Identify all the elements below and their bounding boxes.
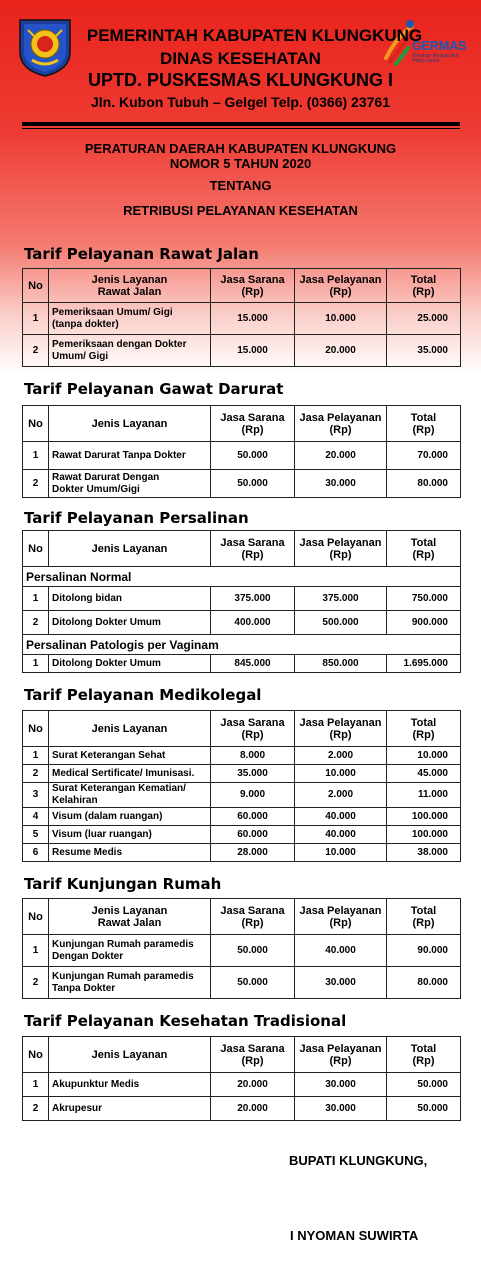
row-number: 5 [23, 826, 49, 844]
total-value: 1.695.000 [387, 655, 461, 673]
text-line: Surat Keterangan Kematian/ [52, 783, 186, 794]
row-number: 6 [23, 844, 49, 862]
jasa-pelayanan-value: 40.000 [295, 826, 387, 844]
table-row [23, 967, 461, 999]
column-header-jasa-sarana [211, 899, 295, 935]
regulation-line-4: RETRIBUSI PELAYANAN KESEHATAN [123, 203, 358, 218]
text-line: Kunjungan Rumah paramedis [52, 970, 194, 982]
table-header-row [23, 1037, 461, 1073]
column-header-jasa-sarana [211, 531, 295, 567]
service-name [49, 335, 211, 367]
signature-name: I NYOMAN SUWIRTA [290, 1228, 419, 1243]
table-row [23, 1097, 461, 1121]
text-line: (Rp) [412, 1054, 435, 1067]
jasa-pelayanan-value: 40.000 [295, 808, 387, 826]
text-line: Total [410, 411, 437, 424]
text-line: Jasa Pelayanan [299, 411, 382, 424]
text-line: Rawat Darurat Tanpa Dokter [52, 449, 186, 461]
text-line: Resume Medis [52, 846, 123, 858]
table-medikolegal [22, 710, 461, 862]
text-line: Akrupesur [52, 1102, 103, 1114]
text-line: Jenis Layanan [91, 904, 168, 917]
total-value: 11.000 [387, 783, 461, 808]
text-line: No [28, 910, 43, 923]
jasa-sarana-value: 50.000 [211, 935, 295, 967]
total-value: 50.000 [387, 1073, 461, 1097]
table-row [23, 935, 461, 967]
service-name [49, 303, 211, 335]
text-line: (Rp) [329, 1054, 352, 1067]
service-name [49, 967, 211, 999]
table-header-row [23, 406, 461, 442]
table-row [23, 783, 461, 808]
column-header-service [49, 1037, 211, 1073]
text-line: Rawat Darurat Dengan [52, 471, 160, 483]
text-line: Jenis Layanan [91, 417, 168, 430]
total-value: 70.000 [387, 442, 461, 470]
table-row [23, 808, 461, 826]
column-header-no [23, 531, 49, 567]
jasa-pelayanan-value: 2.000 [295, 747, 387, 765]
subsection-label: Persalinan Normal [23, 567, 461, 587]
text-line: (Rp) [329, 548, 352, 561]
jasa-sarana-value: 35.000 [211, 765, 295, 783]
text-line: (Rp) [241, 1054, 264, 1067]
text-line: Jasa Sarana [220, 904, 285, 917]
germas-tagline: Gerakan Masyarakat Hidup Sehat [412, 53, 459, 64]
column-header-jasa-pelayanan [295, 711, 387, 747]
service-name [49, 442, 211, 470]
text-line: Dokter Umum/Gigi [52, 483, 140, 495]
column-header-no [23, 406, 49, 442]
service-name [49, 826, 211, 844]
text-line: (Rp) [241, 423, 264, 436]
column-header-service [49, 531, 211, 567]
column-header-total [387, 711, 461, 747]
total-value: 90.000 [387, 935, 461, 967]
service-name [49, 747, 211, 765]
row-number: 4 [23, 808, 49, 826]
jasa-sarana-value: 50.000 [211, 442, 295, 470]
total-value: 100.000 [387, 826, 461, 844]
column-header-no [23, 1037, 49, 1073]
table-tradisional [22, 1036, 461, 1121]
text-line: Jasa Sarana [220, 411, 285, 424]
jasa-sarana-value: 20.000 [211, 1073, 295, 1097]
table-persalinan [22, 530, 461, 673]
section-title-medikolegal: Tarif Pelayanan Medikolegal [24, 686, 262, 704]
section-title-tradisional: Tarif Pelayanan Kesehatan Tradisional [24, 1012, 347, 1030]
jasa-sarana-value: 8.000 [211, 747, 295, 765]
column-header-jasa-pelayanan [295, 1037, 387, 1073]
row-number: 2 [23, 1097, 49, 1121]
text-line: Total [410, 716, 437, 729]
total-value: 750.000 [387, 587, 461, 611]
jasa-pelayanan-value: 2.000 [295, 783, 387, 808]
row-number: 1 [23, 935, 49, 967]
text-line: Ditolong Dokter Umum [52, 657, 161, 669]
row-number: 2 [23, 470, 49, 498]
table-row [23, 587, 461, 611]
total-value: 10.000 [387, 747, 461, 765]
column-header-service [49, 406, 211, 442]
table-row [23, 747, 461, 765]
text-line: (Rp) [241, 285, 264, 298]
jasa-pelayanan-value: 30.000 [295, 1073, 387, 1097]
text-line: Jasa Sarana [220, 716, 285, 729]
text-line: Total [410, 273, 437, 286]
table-row [23, 765, 461, 783]
subsection-label: Persalinan Patologis per Vaginam [23, 635, 461, 655]
regulation-line-2: NOMOR 5 TAHUN 2020 [169, 156, 312, 171]
text-line: (Rp) [241, 728, 264, 741]
total-value: 25.000 [387, 303, 461, 335]
service-name [49, 470, 211, 498]
jasa-pelayanan-value: 850.000 [295, 655, 387, 673]
column-header-service [49, 711, 211, 747]
table-header-row [23, 899, 461, 935]
row-number: 3 [23, 783, 49, 808]
text-line: Jenis Layanan [91, 542, 168, 555]
regulation-line-1: PERATURAN DAERAH KABUPATEN KLUNGKUNG [84, 141, 397, 156]
column-header-jasa-pelayanan [295, 899, 387, 935]
text-line: Jasa Pelayanan [299, 716, 382, 729]
table-row [23, 470, 461, 498]
text-line: Total [410, 536, 437, 549]
total-value: 80.000 [387, 967, 461, 999]
text-line: (Rp) [241, 916, 264, 929]
table-header-row [23, 531, 461, 567]
text-line: Jasa Sarana [220, 536, 285, 549]
text-line: Jenis Layanan [91, 273, 168, 286]
header-line-1: PEMERINTAH KABUPATEN KLUNGKUNG [86, 26, 423, 45]
row-number: 1 [23, 303, 49, 335]
column-header-jasa-sarana [211, 1037, 295, 1073]
row-number: 1 [23, 1073, 49, 1097]
row-number: 2 [23, 611, 49, 635]
column-header-total [387, 406, 461, 442]
table-row [23, 335, 461, 367]
column-header-total [387, 899, 461, 935]
column-header-jasa-sarana [211, 406, 295, 442]
service-name [49, 808, 211, 826]
service-name [49, 1073, 211, 1097]
germas-wordmark: GERMAS [412, 38, 467, 53]
text-line: (Rp) [329, 423, 352, 436]
service-name [49, 844, 211, 862]
total-value: 100.000 [387, 808, 461, 826]
text-line: (Rp) [329, 728, 352, 741]
jasa-sarana-value: 15.000 [211, 303, 295, 335]
jasa-pelayanan-value: 30.000 [295, 1097, 387, 1121]
column-header-jasa-pelayanan [295, 269, 387, 303]
text-line: No [28, 417, 43, 430]
text-line: Kelahiran [52, 795, 98, 806]
section-title-rawat-jalan: Tarif Pelayanan Rawat Jalan [24, 245, 259, 263]
jasa-pelayanan-value: 20.000 [295, 335, 387, 367]
text-line: Tanpa Dokter [52, 982, 116, 994]
row-number: 1 [23, 747, 49, 765]
text-line: Jasa Pelayanan [299, 1042, 382, 1055]
jasa-pelayanan-value: 10.000 [295, 303, 387, 335]
header-address: Jln. Kubon Tubuh – Gelgel Telp. (0366) 23761 [91, 94, 390, 110]
jasa-sarana-value: 15.000 [211, 335, 295, 367]
jasa-pelayanan-value: 10.000 [295, 844, 387, 862]
jasa-sarana-value: 50.000 [211, 470, 295, 498]
table-subheader-row [23, 567, 461, 587]
section-title-kunjungan-rumah: Tarif Kunjungan Rumah [24, 875, 222, 893]
jasa-pelayanan-value: 20.000 [295, 442, 387, 470]
table-row [23, 1073, 461, 1097]
total-value: 50.000 [387, 1097, 461, 1121]
column-header-jasa-sarana [211, 269, 295, 303]
table-row [23, 442, 461, 470]
jasa-sarana-value: 20.000 [211, 1097, 295, 1121]
column-header-no [23, 899, 49, 935]
text-line: (Rp) [329, 285, 352, 298]
total-value: 80.000 [387, 470, 461, 498]
jasa-sarana-value: 60.000 [211, 826, 295, 844]
jasa-sarana-value: 28.000 [211, 844, 295, 862]
header-divider-thick [22, 122, 460, 126]
text-line: Medical Sertificate/ Imunisasi. [52, 767, 195, 779]
text-line: (Rp) [412, 285, 435, 298]
jasa-pelayanan-value: 500.000 [295, 611, 387, 635]
jasa-pelayanan-value: 10.000 [295, 765, 387, 783]
text-line: Akupunktur Medis [52, 1078, 140, 1090]
text-line: (tanpa dokter) [52, 318, 119, 330]
text-line: No [28, 1048, 43, 1061]
header-divider-thin [22, 128, 460, 129]
table-row [23, 611, 461, 635]
total-value: 900.000 [387, 611, 461, 635]
column-header-service [49, 899, 211, 935]
text-line: (Rp) [241, 548, 264, 561]
text-line: Jasa Sarana [220, 1042, 285, 1055]
text-line: Jenis Layanan [91, 722, 168, 735]
text-line: Ditolong Dokter Umum [52, 616, 161, 628]
jasa-sarana-value: 50.000 [211, 967, 295, 999]
signature-title: BUPATI KLUNGKUNG, [289, 1153, 428, 1168]
text-line: Rawat Jalan [97, 285, 162, 298]
text-line: Jasa Pelayanan [299, 904, 382, 917]
text-line: Surat Keterangan Sehat [52, 749, 166, 761]
jasa-pelayanan-value: 30.000 [295, 967, 387, 999]
column-header-jasa-sarana [211, 711, 295, 747]
text-line: Visum (dalam ruangan) [52, 810, 163, 822]
table-row [23, 844, 461, 862]
text-line: (Rp) [412, 916, 435, 929]
table-row [23, 655, 461, 673]
text-line: Dengan Dokter [52, 950, 124, 962]
service-name [49, 765, 211, 783]
text-line: Kunjungan Rumah paramedis [52, 938, 194, 950]
service-name [49, 1097, 211, 1121]
table-kunjungan-rumah [22, 898, 461, 999]
text-line: Total [410, 904, 437, 917]
row-number: 2 [23, 335, 49, 367]
text-line: Pemeriksaan dengan Dokter [52, 338, 187, 350]
jasa-pelayanan-value: 375.000 [295, 587, 387, 611]
row-number: 1 [23, 655, 49, 673]
table-rawat-jalan [22, 268, 461, 367]
jasa-pelayanan-value: 30.000 [295, 470, 387, 498]
service-name [49, 783, 211, 808]
text-line: No [28, 279, 43, 292]
header-line-3: UPTD. PUSKESMAS KLUNGKUNG I [87, 70, 393, 90]
service-name [49, 611, 211, 635]
text-line: No [28, 722, 43, 735]
text-line: (Rp) [329, 916, 352, 929]
column-header-service [49, 269, 211, 303]
column-header-total [387, 269, 461, 303]
jasa-pelayanan-value: 40.000 [295, 935, 387, 967]
text-line: Visum (luar ruangan) [52, 828, 152, 840]
column-header-no [23, 711, 49, 747]
regulation-line-3: TENTANG [209, 178, 272, 193]
text-line: Jenis Layanan [91, 1048, 168, 1061]
table-gawat-darurat [22, 405, 461, 498]
column-header-jasa-pelayanan [295, 531, 387, 567]
total-value: 45.000 [387, 765, 461, 783]
total-value: 38.000 [387, 844, 461, 862]
jasa-sarana-value: 9.000 [211, 783, 295, 808]
section-title-persalinan: Tarif Pelayanan Persalinan [24, 509, 249, 527]
text-line: Umum/ Gigi [52, 350, 109, 362]
text-line: Total [410, 1042, 437, 1055]
column-header-no [23, 269, 49, 303]
table-row [23, 826, 461, 844]
service-name [49, 655, 211, 673]
text-line: (Rp) [412, 728, 435, 741]
jasa-sarana-value: 60.000 [211, 808, 295, 826]
row-number: 1 [23, 442, 49, 470]
jasa-sarana-value: 845.000 [211, 655, 295, 673]
row-number: 2 [23, 967, 49, 999]
text-line: Ditolong bidan [52, 592, 122, 604]
jasa-sarana-value: 400.000 [211, 611, 295, 635]
service-name [49, 587, 211, 611]
service-name [49, 935, 211, 967]
text-line: (Rp) [412, 423, 435, 436]
total-value: 35.000 [387, 335, 461, 367]
table-row [23, 303, 461, 335]
jasa-sarana-value: 375.000 [211, 587, 295, 611]
column-header-total [387, 531, 461, 567]
column-header-total [387, 1037, 461, 1073]
text-line: (Rp) [412, 548, 435, 561]
table-header-row [23, 269, 461, 303]
table-header-row [23, 711, 461, 747]
text-line: Pemeriksaan Umum/ Gigi [52, 306, 173, 318]
text-line: Jasa Pelayanan [299, 273, 382, 286]
text-line: Jasa Pelayanan [299, 536, 382, 549]
section-title-gawat-darurat: Tarif Pelayanan Gawat Darurat [24, 380, 284, 398]
header-line-2: DINAS KESEHATAN [160, 49, 321, 68]
text-line: No [28, 542, 43, 555]
row-number: 2 [23, 765, 49, 783]
text-line: Jasa Sarana [220, 273, 285, 286]
text-line: Rawat Jalan [97, 916, 162, 929]
table-subheader-row [23, 635, 461, 655]
row-number: 1 [23, 587, 49, 611]
column-header-jasa-pelayanan [295, 406, 387, 442]
